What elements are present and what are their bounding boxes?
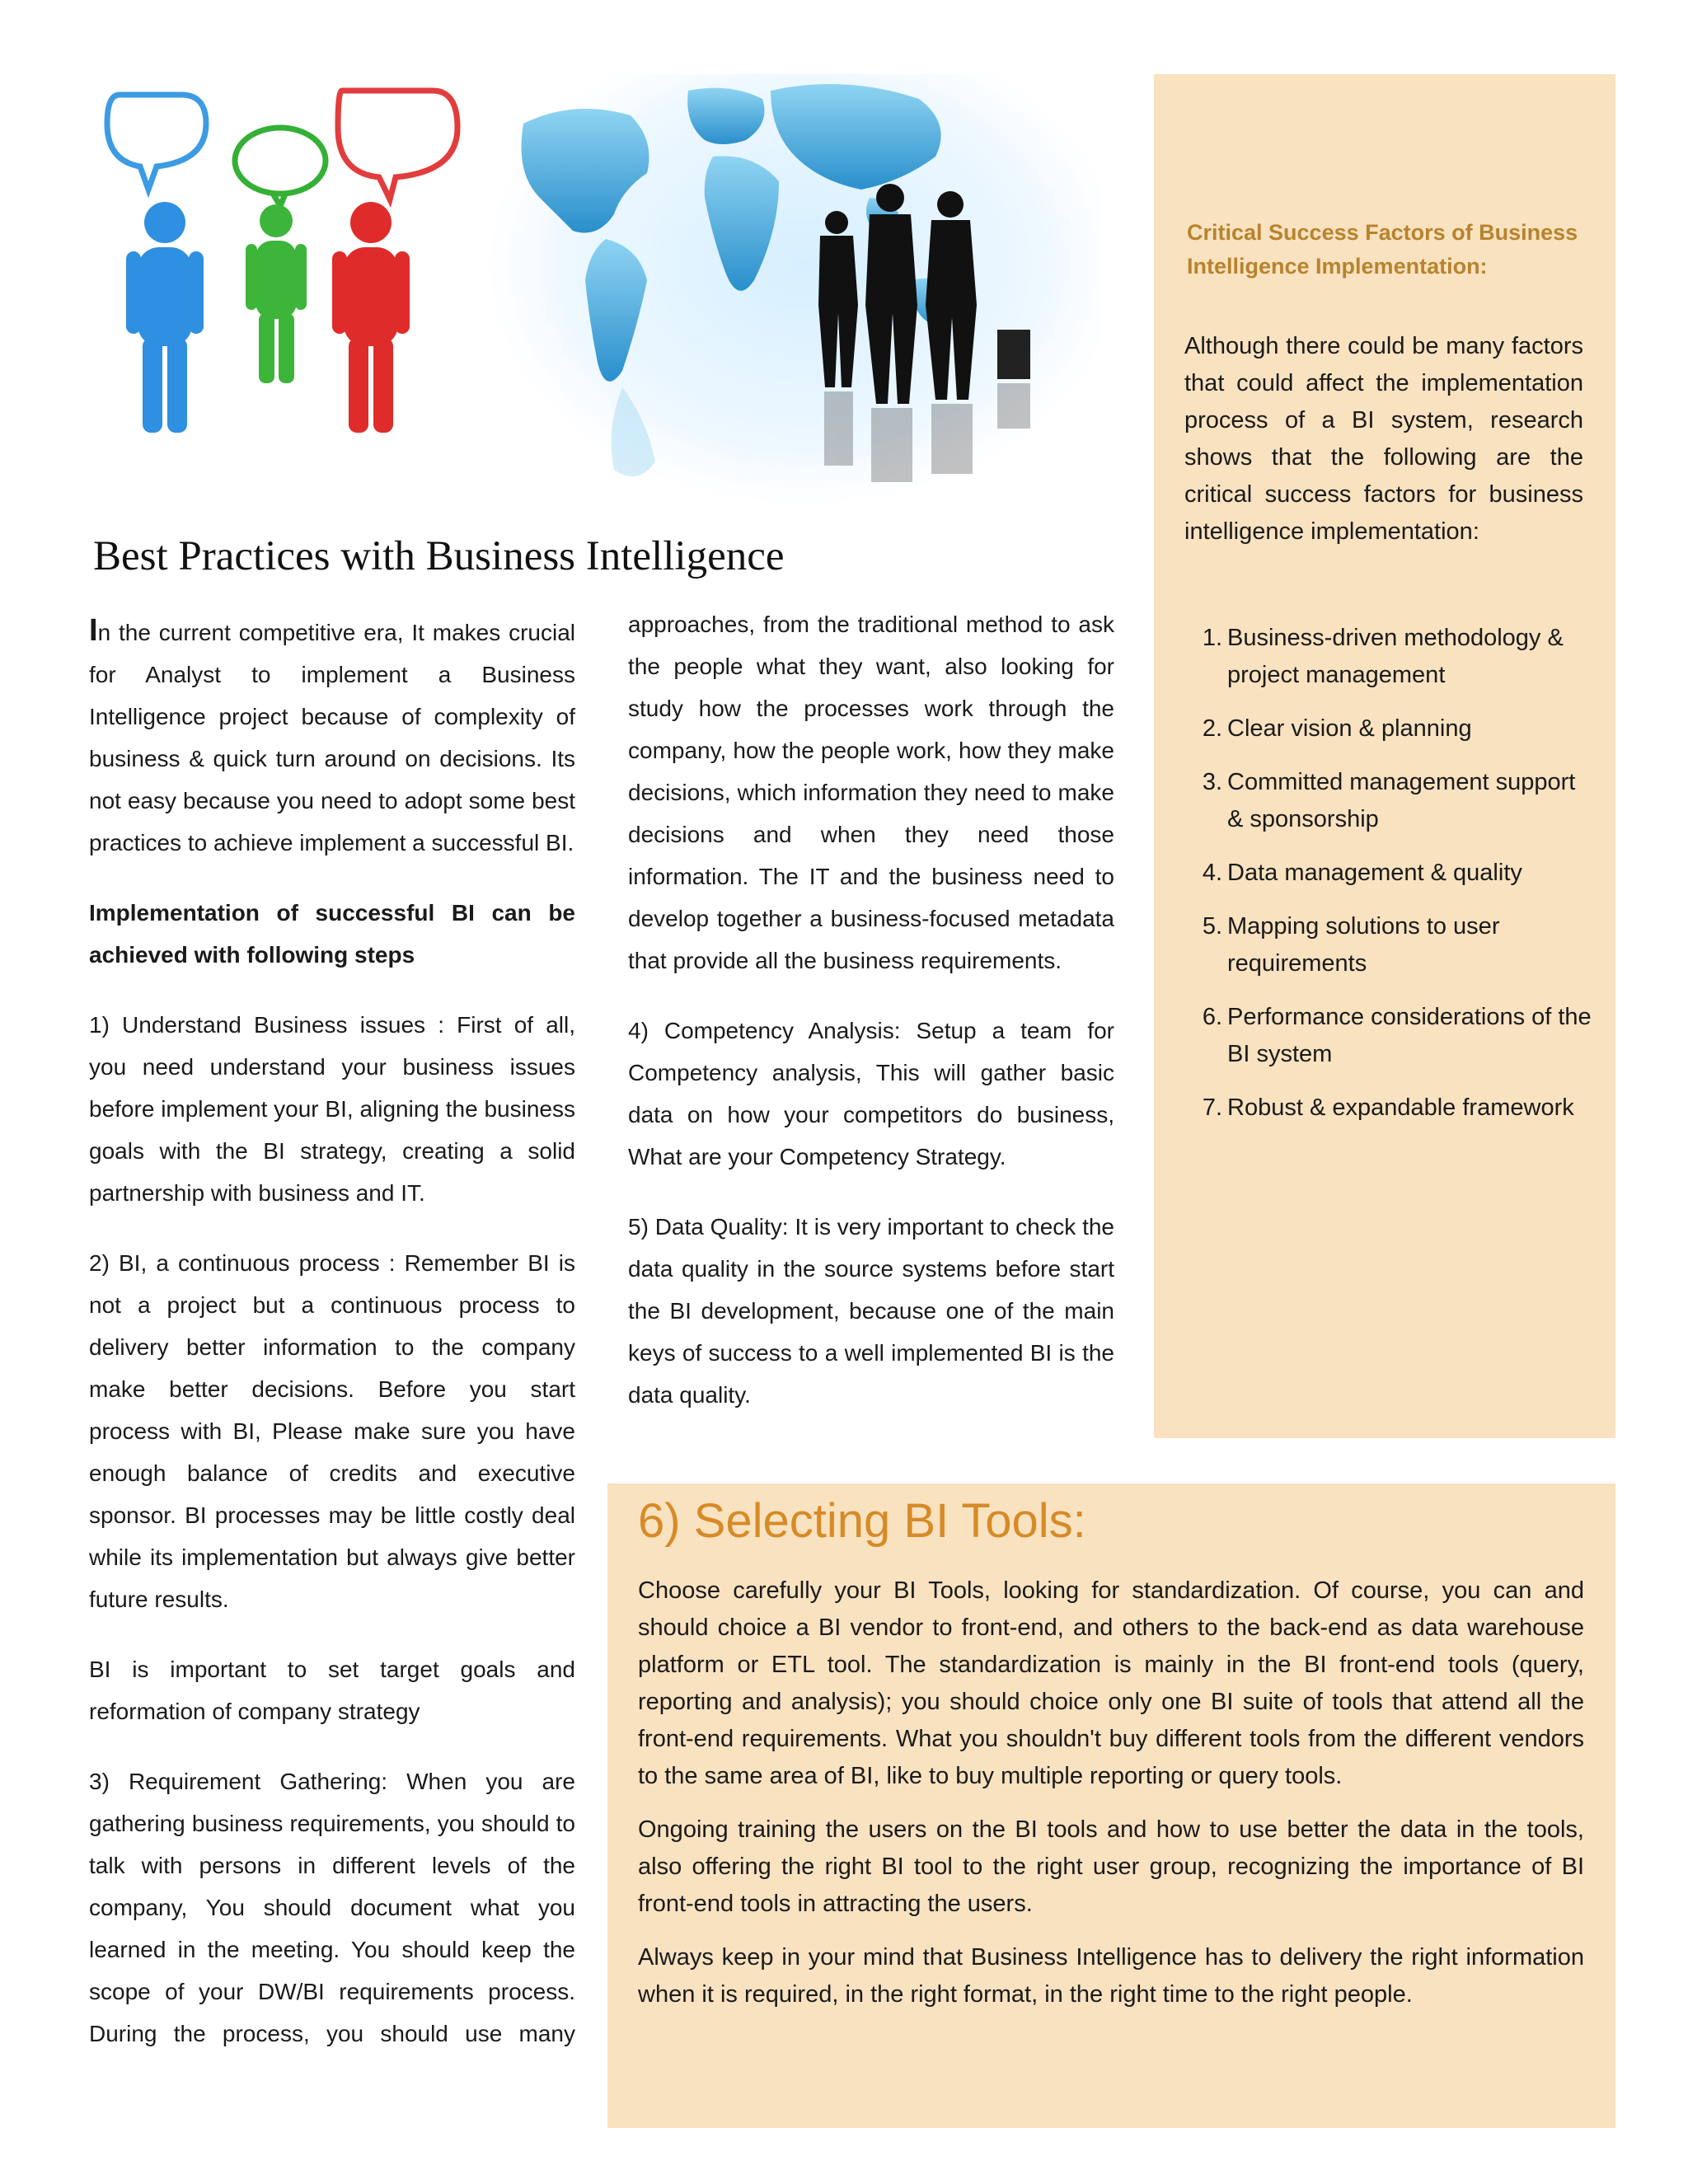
step-4-paragraph: 4) Competency Analysis: Setup a team for Competency analysis, This will gather basic data on how your competitors do business, What are your Competency Strategy. [628,1018,1114,1169]
goals-paragraph: BI is important to set target goals and reformation of company strategy [89,1657,575,1724]
list-item [1191,620,1595,694]
list-item-text: Mapping solutions to user requirements [1227,913,1500,977]
red-person-icon [332,202,410,433]
tools-paragraph: Always keep in your mind that Business Intelligence has to delivery the right information when it is required, in the right format, in the right time to the right people. [638,1944,1584,2008]
page-title: Best Practices with Business Intelligence [93,533,785,579]
tools-paragraph: Choose carefully your BI Tools, looking for standardization. Of course, you can and should choice a BI vendor to front-end, and others to the back-end as data warehouse platform or ETL tool. The standardization is mainly in the BI front-end tools (query, reporting and analysis); you should choice only one BI suite of tools that attend all the front-end requirements. What you shouldn't buy different tools from the different vendors to the same area of BI, like to buy multiple reporting or query tools. [638,1577,1584,1789]
success-factors-list [1191,620,1595,1143]
blue-person-icon [126,202,204,433]
list-item-number: 5. [1202,913,1222,940]
intro-text: n the current competitive era, It makes crucial for Analyst to implement a Business Intelligence project because of complexity of business & quick turn around on decisions. Its not easy because you need to adopt some best practices to achieve implement a successful BI. [89,620,575,855]
steps-heading: Implementation of successful BI can be achieved with following steps [89,900,575,968]
green-person-icon [246,204,307,383]
list-item-text: Data management & quality [1227,860,1522,886]
drop-cap: I [89,613,98,648]
list-item-number: 6. [1202,1004,1222,1030]
intro-paragraph [89,610,575,864]
tools-paragraph: Ongoing training the users on the BI tools and how to use better the data in the tools, also offering the right BI tool to the right user group, recognizing the importance of BI front-end tools in attracting the users. [638,1816,1584,1917]
list-item-text: Clear vision & planning [1227,715,1472,742]
list-item-text: Committed management support & sponsorship [1227,769,1576,832]
sidebar-title: Critical Success Factors of Business Intelligence Implementation: [1187,220,1578,279]
step-2-paragraph: 2) BI, a continuous process : Remember BI is not a project but a continuous process to delivery better information to the company make better decisions. Before you start process with BI, Please make sure you have enough balance of credits and executive sponsor. BI processes may be little costly deal while its implementation but always give better future results. [89,1250,575,1612]
list-item [1191,908,1595,982]
step-5-paragraph: 5) Data Quality: It is very important to check the data quality in the source systems before start the BI development, because one of the main keys of success to a well implemented BI is the data quality. [628,1214,1114,1408]
tools-section-body [638,1572,1584,2030]
article-column-left [89,610,575,2083]
list-item-text: Performance considerations of the BI system [1227,1004,1592,1067]
list-item-text: Business-driven methodology & project management [1227,625,1564,688]
list-item [1191,1090,1595,1127]
list-item [1191,999,1595,1073]
step-3-paragraph: 3) Requirement Gathering: When you are gathering business requirements, you should to talk with persons in different levels of the company, You should document what you learned in the meeting. You should keep the scope of your DW/BI requirements process. During the process, you should use many [89,1769,575,2046]
step-1-paragraph: 1) Understand Business issues : First of all, you need understand your business issues before implement your BI, aligning the business goals with the BI strategy, creating a solid partnership with business and IT. [89,1012,575,1206]
list-item-text: Robust & expandable framework [1227,1094,1574,1121]
list-item [1191,764,1595,838]
list-item-number: 7. [1202,1094,1222,1121]
list-item-number: 4. [1202,860,1222,886]
step-3-continued-paragraph: approaches, from the traditional method to ask the people what they want, also looking for study how the processes work through the company, how the people work, how they make decisions, which information they need to make decisions and when they need those information. The IT and the business need to develop together a business-focused metadata that provide all the business requirements. [628,612,1114,973]
list-item-number: 2. [1202,715,1222,742]
article-column-middle [628,603,1114,1444]
list-item [1191,855,1595,892]
tools-section-title: 6) Selecting BI Tools: [638,1494,1086,1548]
world-map-icon [490,74,1100,503]
sidebar-intro: Although there could be many factors that could affect the implementation process of a BI system, research shows that the following are the critical success factors for business intelligence implementation: [1184,333,1583,545]
hero-illustration [78,74,1100,503]
list-item-number: 3. [1202,769,1222,795]
speech-bubble-icon [107,91,457,206]
list-item-number: 1. [1202,625,1222,651]
list-item [1191,710,1595,748]
